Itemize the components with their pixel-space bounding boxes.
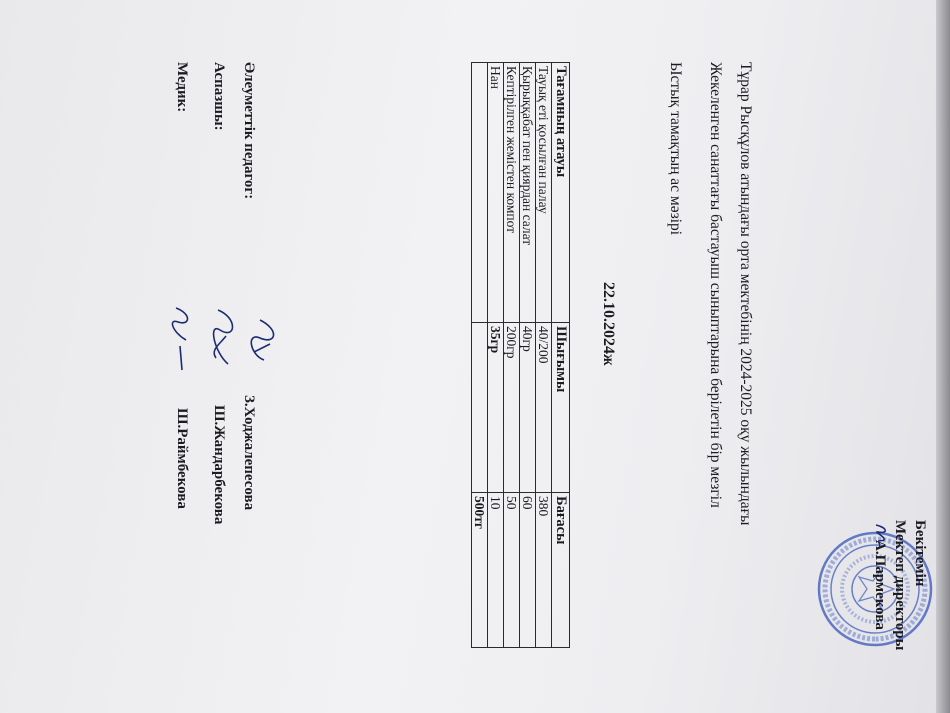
menu-date: 22.10.2024ж [600, 282, 617, 366]
yield-cell: 40/200 [536, 323, 552, 493]
table-row [520, 63, 536, 648]
director-signature-icon [870, 522, 892, 548]
handwritten-signatures-icon [160, 300, 290, 380]
signature-role-medic: Медик: [174, 62, 190, 113]
signature-name-cook: Ш.Жандарбекова [211, 405, 227, 525]
dish-cell: Нан [488, 63, 504, 323]
dish-cell [472, 63, 488, 323]
signature-role-cook: Аспазшы: [211, 62, 227, 131]
approval-name: А.Пармекова [872, 540, 888, 630]
dish-cell: Кептірілген жемістен компот [504, 63, 520, 323]
yield-cell: 200гр [504, 323, 520, 493]
price-cell: 50 [504, 493, 520, 648]
header-line-3: Ыстық тамақтың ас мәзірі [667, 62, 684, 236]
price-cell: 10 [488, 493, 504, 648]
header-line-1: Тұрар Рысқұлов атындағы орта мектебінің 2024-2025 оқу жылындағы [737, 62, 754, 526]
signature-name-social-pedagogue: З.Ходжалепесова [241, 395, 257, 511]
dish-cell: Тауық еті қосылған палау [536, 63, 552, 323]
table-header-row [552, 63, 570, 648]
header-line-2: Жекеленген санаттағы бастауыш сыныптарына берілетін бір мезгіл [707, 62, 724, 508]
approval-position: Мектеп директоры [892, 520, 908, 651]
approval-label: Бекітемін [912, 520, 928, 587]
table-row [488, 63, 504, 648]
column-header-yield: Шығымы [552, 323, 570, 493]
price-cell: 60 [520, 493, 536, 648]
table-total-row [472, 63, 488, 648]
price-cell: 380 [536, 493, 552, 648]
dish-cell: Қырыққабат пен қиярдан салат [520, 63, 536, 323]
table-row [536, 63, 552, 648]
yield-cell [472, 323, 488, 493]
table-row [504, 63, 520, 648]
total-price-cell: 500тг [472, 493, 488, 648]
menu-table [471, 62, 570, 648]
signature-role-social-pedagogue: Әлеуметтік педагог: [241, 62, 257, 200]
signature-name-medic: Ш.Раймбекова [174, 408, 190, 509]
yield-cell: 40гр [520, 323, 536, 493]
column-header-dish: Тағамның атауы [552, 63, 570, 323]
yield-cell: 35гр [488, 323, 504, 493]
column-header-price: Бағасы [552, 493, 570, 648]
